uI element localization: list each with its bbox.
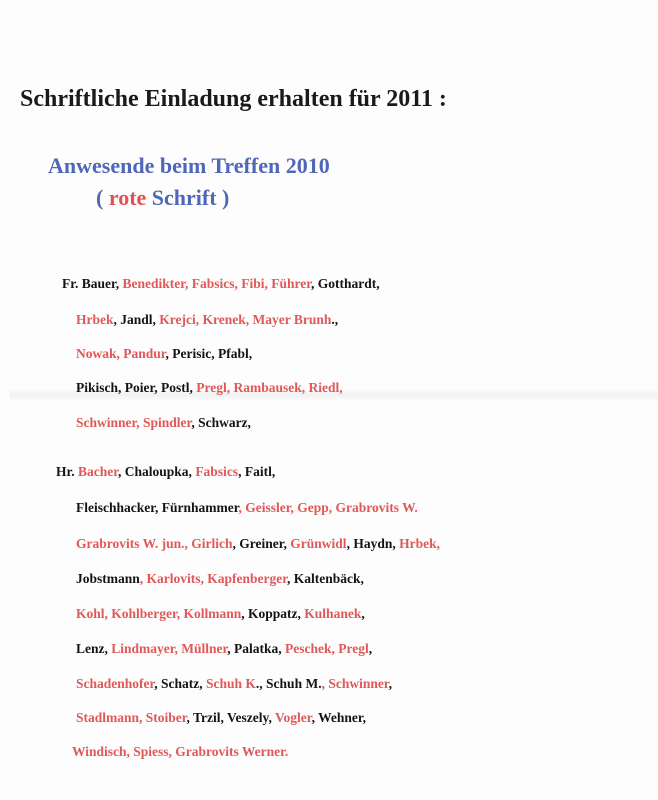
invitee-names-black: , Greiner, [232,536,291,551]
note-open: ( [96,185,109,210]
invitee-names-black: , Kaltenbäck, [287,571,364,586]
names-line-women-1 [62,276,380,292]
attendee-names-red: Schuh K [206,676,256,691]
invitee-names-black: ., Schuh M. [255,676,322,691]
invitee-names-black: , [361,606,365,621]
attendee-names-red: Bacher [78,464,119,479]
names-line-men-2 [76,500,418,516]
invitee-names-black: , Koppatz, [241,606,305,621]
invitee-names-black: , Schatz, [154,676,207,691]
invitee-names-black: Fleischhacker, Fürnhammer [76,500,239,515]
note-rest: Schrift ) [146,185,230,210]
attendee-names-red: Stadlmann, Stoiber [76,710,187,725]
attendee-names-red: Lindmayer, Müllner [111,641,228,656]
attendee-names-red: Hrbek [76,312,114,327]
names-line-men-8 [76,710,366,726]
invitee-names-black: , Jandl, [113,312,160,327]
attendee-names-red: Schadenhofer [76,676,155,691]
names-line-men-5 [76,606,365,622]
names-line-women-5 [76,415,251,431]
document-title: Schriftliche Einladung erhalten für 2011 : [20,86,447,112]
attendee-names-red: , Schwinner [321,676,389,691]
attendee-names-red: Hrbek, [399,536,440,551]
attendee-names-red: Peschek, Pregl [285,641,369,656]
invitee-names-black: Fr. Bauer, [62,276,123,291]
attendee-names-red: Kulhanek [304,606,362,621]
attendee-names-red: Vogler [275,710,312,725]
invitee-names-black: Jobstmann [76,571,140,586]
color-legend-note [96,185,229,211]
invitee-names-black: , Palatka, [227,641,286,656]
invitee-names-black: , Haydn, [346,536,400,551]
attendee-names-red: Pregl, Rambausek, Riedl, [196,380,343,395]
names-line-men-7 [76,676,392,692]
invitee-names-black: , Perisic, Pfabl, [165,346,253,361]
names-line-men-9 [72,744,288,760]
invitee-names-black: , Gotthardt, [311,276,380,291]
attendees-heading: Anwesende beim Treffen 2010 [48,153,330,178]
note-red-word: rote [108,185,147,210]
names-line-men-3 [76,536,440,552]
names-line-women-2 [76,312,338,328]
attendee-names-red: , Geissler, Gepp, Grabrovits W. [238,500,418,515]
attendee-names-red: Schwinner, Spindler [76,415,192,430]
invitee-names-black: , Chaloupka, [118,464,196,479]
invitee-names-black: Lenz, [76,641,112,656]
invitee-names-black: , Trzil, Veszely, [186,710,276,725]
names-line-women-3 [76,346,252,362]
names-line-men-4 [76,571,364,587]
invitee-names-black: , Schwarz, [191,415,251,430]
attendee-names-red: Grabrovits W. jun., Girlich [76,536,233,551]
attendee-names-red: Benedikter, Fabsics, Fibi, Führer [122,276,312,291]
invitee-names-black: Hr. [56,464,79,479]
invitee-names-black: , Wehner, [311,710,366,725]
invitee-names-black: , [368,641,373,656]
names-line-men-6 [76,641,372,657]
attendee-names-red: Nowak, Pandur [76,346,166,361]
invitee-names-black: ., [331,312,339,327]
names-line-women-4 [76,380,343,396]
invitee-names-black: , [388,676,392,691]
attendee-names-red: Kohl, Kohlberger, Kollmann [76,606,242,621]
attendee-names-red: Grünwidl [290,536,347,551]
names-line-men-1 [56,464,275,480]
invitee-names-black: , Faitl, [238,464,276,479]
attendee-names-red: Krejci, Krenek, Mayer Brunh [159,312,332,327]
attendee-names-red: , Karlovits, Kapfenberger [139,571,288,586]
invitee-names-black: Pikisch, Poier, Postl, [76,380,197,395]
attendee-names-red: Fabsics [195,464,239,479]
attendee-names-red: Windisch, Spiess, Grabrovits Werner. [72,744,289,759]
